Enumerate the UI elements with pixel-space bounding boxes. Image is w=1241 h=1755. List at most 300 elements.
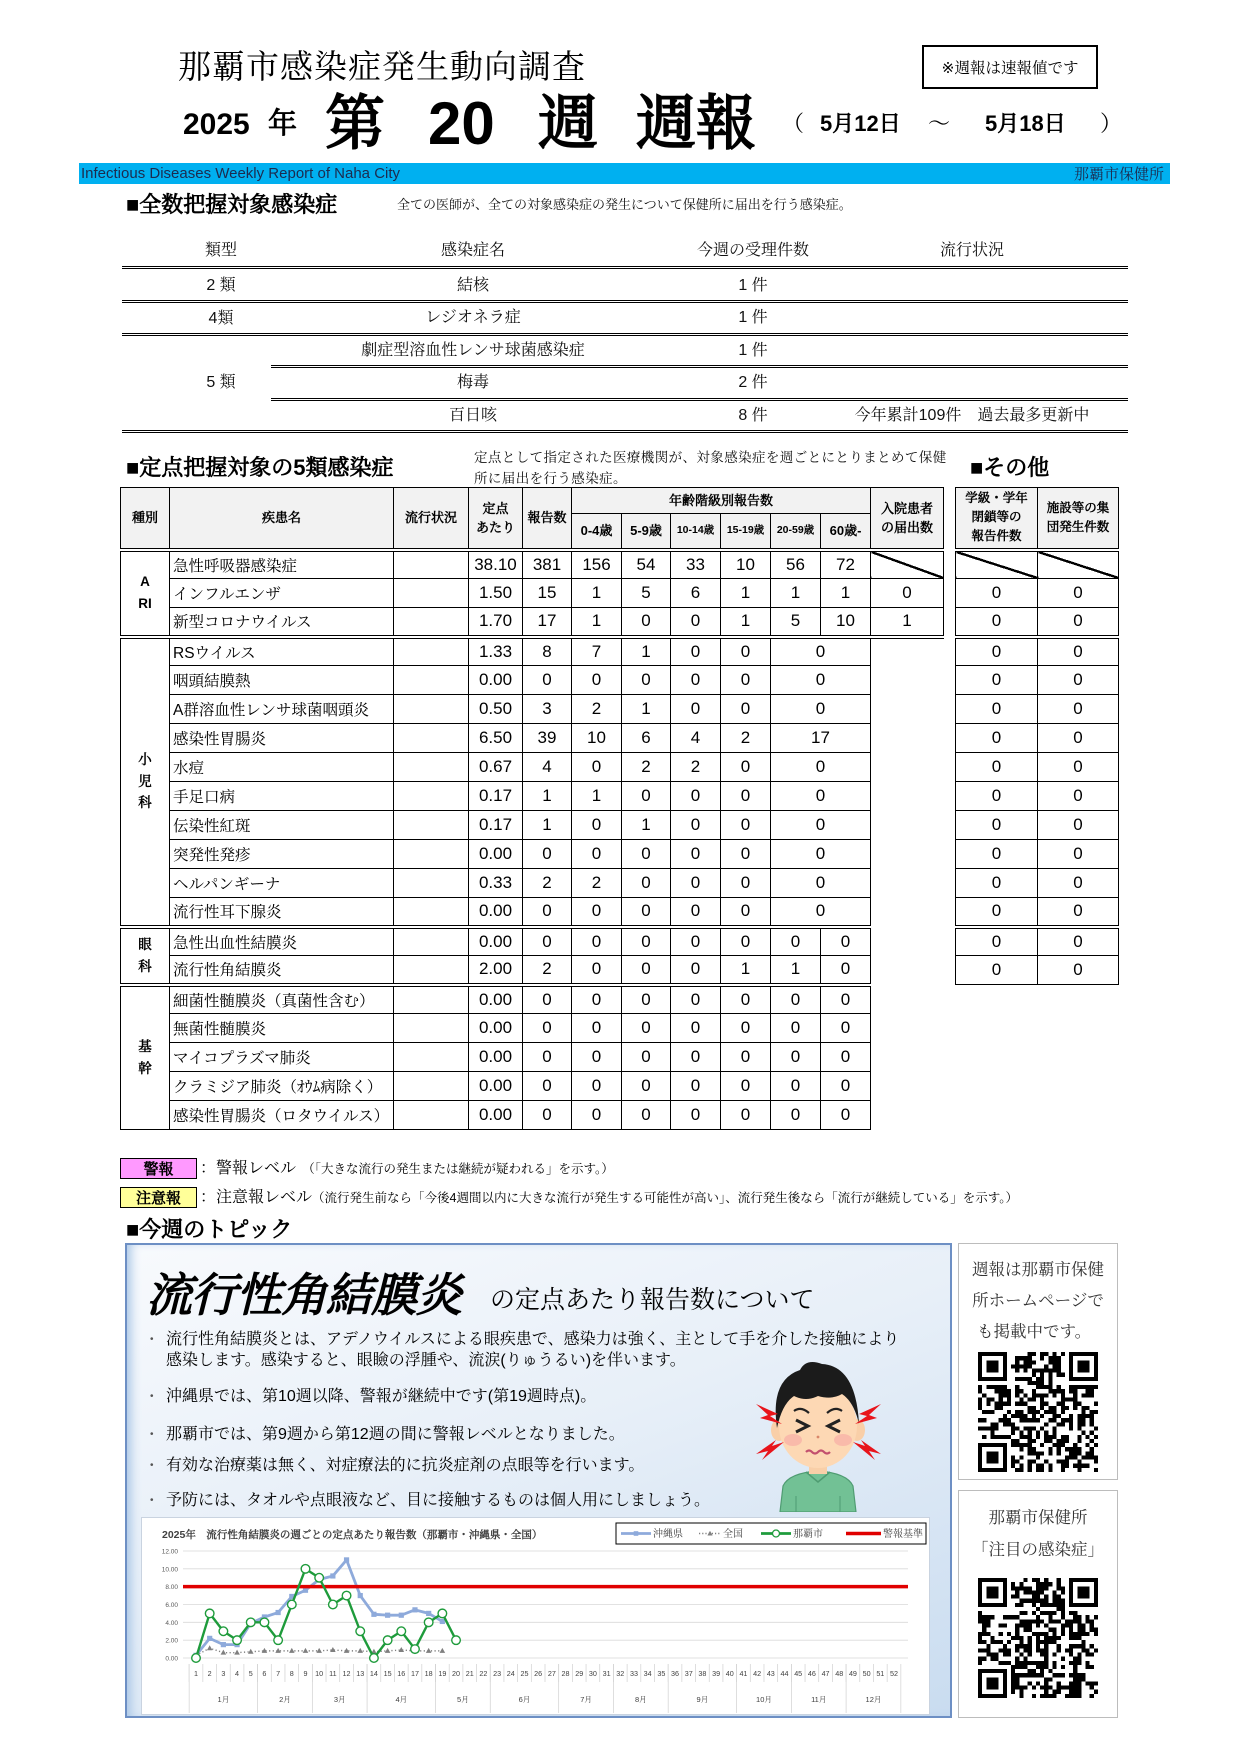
table-row	[121, 927, 944, 956]
table-row	[121, 956, 944, 985]
table-row	[956, 579, 1119, 608]
x-tick-label: 38	[698, 1669, 707, 1678]
age-count: 2	[671, 753, 721, 782]
empty-cell	[871, 1014, 944, 1043]
x-tick-label: 41	[739, 1669, 748, 1678]
epidemic-status	[394, 898, 469, 927]
empty-cell	[871, 724, 944, 753]
month-label: 7月	[580, 1695, 592, 1704]
x-tick-label: 27	[547, 1669, 556, 1678]
facility-outbreak-count: 0	[1038, 695, 1119, 724]
disease-name: マイコプラズマ肺炎	[170, 1043, 394, 1072]
naha-point	[274, 1636, 283, 1645]
full-count-description: 全ての医師が、全ての対象感染症の発生について保健所に届出を行う感染症。	[397, 197, 852, 212]
x-tick-label: 49	[848, 1669, 857, 1678]
month-label: 8月	[634, 1695, 647, 1704]
table-row	[956, 550, 1119, 579]
national-point	[234, 1650, 240, 1655]
age-count: 0	[671, 811, 721, 840]
report-count: 0	[523, 840, 572, 869]
disease-name: クラミジア肺炎（ｵｳﾑ病除く）	[170, 1072, 394, 1101]
table-row	[956, 927, 1119, 956]
table-row	[956, 637, 1119, 666]
disease-name: 流行性耳下腺炎	[170, 898, 394, 927]
table-row	[121, 695, 944, 724]
x-tick-label: 40	[725, 1669, 734, 1678]
naha-point	[438, 1609, 447, 1618]
age-count: 0	[721, 1072, 771, 1101]
age-count: 0	[721, 811, 771, 840]
website-qr-code[interactable]	[978, 1352, 1098, 1472]
x-tick-label: 37	[684, 1669, 693, 1678]
age-count: 0	[572, 753, 622, 782]
bullet-text-line: 沖縄県では、第10週以降、警報が継続中です(第19週時点)。	[166, 1388, 597, 1405]
age-count: 0	[671, 1043, 721, 1072]
featured-disease-qr-code[interactable]	[978, 1578, 1098, 1698]
x-tick-label: 48	[835, 1669, 844, 1678]
x-tick-label: 2	[207, 1669, 212, 1678]
age-count: 0	[572, 898, 622, 927]
class-closure-count: 0	[956, 753, 1038, 782]
age-count: 0	[771, 1072, 821, 1101]
x-tick-label: 43	[766, 1669, 775, 1678]
x-tick-label: 50	[862, 1669, 871, 1678]
hospitalized-count: 0	[871, 579, 944, 608]
class-closure-count: 0	[956, 956, 1038, 985]
age-count: 0	[721, 840, 771, 869]
age-count: 0	[721, 927, 771, 956]
age-count: 0	[771, 927, 821, 956]
bullet-icon: •	[150, 1334, 154, 1345]
header-line: 入院患者	[881, 500, 934, 516]
topic-heading: ■今週のトピック	[126, 1217, 293, 1242]
age-count: 0	[671, 985, 721, 1014]
okinawa-legend-marker	[634, 1531, 639, 1536]
patient-illustration	[756, 1354, 881, 1512]
age-count: 0	[622, 782, 671, 811]
report-count: 3	[523, 695, 572, 724]
x-tick-label: 5	[248, 1669, 253, 1678]
category-label: ARI	[138, 574, 152, 611]
table-row	[121, 637, 944, 666]
disease-name: 急性呼吸器感染症	[170, 550, 394, 579]
y-tick-label: 0.00	[165, 1655, 178, 1663]
report-banner	[79, 163, 1170, 184]
age-count: 0	[771, 782, 871, 811]
column-header-age: 60歳-	[821, 514, 871, 550]
naha-legend-label: 那覇市	[793, 1529, 823, 1540]
age-count: 0	[622, 956, 671, 985]
report-count: 8	[523, 637, 572, 666]
facility-outbreak-count: 0	[1038, 608, 1119, 637]
empty-cell	[871, 1101, 944, 1130]
disease-name: 無菌性髄膜炎	[170, 1014, 394, 1043]
age-count: 0	[622, 927, 671, 956]
national-point	[221, 1650, 227, 1655]
report-count: 4	[523, 753, 572, 782]
age-count: 0	[821, 927, 871, 956]
empty-cell	[871, 695, 944, 724]
column-header: 流行状況	[939, 242, 1004, 259]
epidemic-status	[394, 869, 469, 898]
full-count-table	[122, 235, 1128, 435]
facility-outbreak-count: 0	[1038, 956, 1119, 985]
x-tick-label: 10	[315, 1669, 324, 1678]
bullet-text-line: 有効な治療薬は無く、対症療法的に抗炎症剤の点眼等を行います。	[166, 1457, 645, 1474]
class-closure-count: 0	[956, 724, 1038, 753]
age-count: 1	[821, 579, 871, 608]
disease-name: 伝染性紅斑	[170, 811, 394, 840]
case-count: 1 件	[738, 341, 768, 359]
age-count: 10	[721, 550, 771, 579]
epidemic-status	[772, 302, 1172, 334]
naha-point	[192, 1654, 201, 1663]
epidemic-status	[772, 270, 1172, 302]
age-count: 0	[721, 898, 771, 927]
national-point	[385, 1648, 391, 1653]
category-cell	[121, 927, 170, 985]
age-count: 0	[671, 898, 721, 927]
bullet-text	[166, 1386, 596, 1407]
y-tick-label: 8.00	[165, 1584, 178, 1592]
age-count: 0	[572, 927, 622, 956]
empty-cell	[871, 898, 944, 927]
age-count: 0	[821, 985, 871, 1014]
disease-name: ヘルパンギーナ	[170, 869, 394, 898]
table-row	[956, 811, 1119, 840]
x-tick-label: 6	[262, 1669, 267, 1678]
topic-title: 流行性角結膜炎	[146, 1269, 461, 1321]
per-sentinel-value: 1.33	[469, 637, 523, 666]
okinawa-point	[330, 1573, 335, 1578]
hospitalized-not-applicable	[871, 550, 944, 579]
category-cell	[121, 550, 170, 637]
epidemic-status	[394, 927, 469, 956]
chart-title: 2025年 流行性角結膜炎の週ごとの定点あたり報告数（那覇市・沖縄県・全国）	[162, 1529, 543, 1541]
column-header-age: 5-9歳	[622, 514, 671, 550]
table-row	[121, 898, 944, 927]
age-count: 5	[771, 608, 821, 637]
facility-outbreak-count: 0	[1038, 753, 1119, 782]
column-header: 今週の受理件数	[696, 242, 809, 259]
per-sentinel-value: 0.33	[469, 869, 523, 898]
facility-outbreak-count: 0	[1038, 869, 1119, 898]
age-count: 0	[771, 1014, 821, 1043]
age-count: 0	[771, 1101, 821, 1130]
x-tick-label: 36	[671, 1669, 680, 1678]
national-point	[289, 1648, 295, 1653]
x-tick-label: 30	[588, 1669, 597, 1678]
table-row	[121, 1043, 944, 1072]
month-label: 1月	[217, 1695, 230, 1704]
age-count: 0	[671, 956, 721, 985]
bullet-text-line: 流行性角結膜炎とは、アデノウイルスによる眼疾患で、感染力は強く、主として手を介した接触により	[166, 1331, 900, 1348]
header-line: 定点	[482, 500, 509, 516]
naha-point	[233, 1636, 242, 1645]
x-tick-label: 39	[712, 1669, 721, 1678]
disease-class: 5 類	[206, 374, 236, 392]
case-count: 2 件	[738, 374, 768, 392]
facility-outbreak-count-not-applicable	[1038, 550, 1119, 579]
period-separator: ～	[928, 111, 951, 136]
age-count: 0	[771, 869, 871, 898]
x-tick-label: 34	[643, 1669, 652, 1678]
facility-outbreak-count: 0	[1038, 782, 1119, 811]
epidemic-status: 今年累計109件 過去最多更新中	[854, 406, 1090, 424]
x-tick-label: 15	[383, 1669, 392, 1678]
month-label: 9月	[696, 1695, 709, 1704]
age-count: 2	[721, 724, 771, 753]
case-count: 1 件	[738, 309, 768, 327]
report-count: 1	[523, 782, 572, 811]
advisory-level-badge: 注意報	[120, 1187, 197, 1208]
age-count: 0	[671, 666, 721, 695]
age-count: 0	[671, 869, 721, 898]
qr-pattern	[978, 1578, 1098, 1698]
table-rule	[122, 266, 1128, 269]
x-tick-label: 46	[807, 1669, 816, 1678]
report-label: 週報	[636, 90, 756, 157]
topic-bullet	[150, 1386, 596, 1407]
case-count: 1 件	[738, 277, 768, 294]
naha-point	[329, 1600, 338, 1609]
age-count: 0	[771, 753, 871, 782]
okinawa-point	[221, 1642, 226, 1647]
epidemic-status	[772, 367, 1172, 399]
x-tick-label: 22	[479, 1669, 488, 1678]
x-tick-label: 23	[493, 1669, 502, 1678]
topic-bullet	[150, 1455, 644, 1476]
epidemic-status	[772, 335, 1172, 367]
empty-cell	[871, 637, 944, 666]
y-tick-label: 6.00	[165, 1602, 178, 1609]
header-line: 団発生件数	[1046, 519, 1110, 534]
naha-point	[288, 1600, 297, 1609]
age-count: 0	[671, 1101, 721, 1130]
report-count: 0	[523, 666, 572, 695]
age-count: 0	[721, 869, 771, 898]
column-header-disease: 疾患名	[170, 488, 394, 550]
chart-panel	[141, 1517, 930, 1715]
age-count: 0	[671, 1014, 721, 1043]
table-row	[956, 782, 1119, 811]
empty-cell	[871, 753, 944, 782]
okinawa-point	[440, 1619, 445, 1624]
naha-point	[219, 1627, 228, 1636]
class-closure-count: 0	[956, 869, 1038, 898]
empty-cell	[871, 811, 944, 840]
table-row	[956, 695, 1119, 724]
table-row	[121, 840, 944, 869]
epidemic-status	[394, 811, 469, 840]
table-header-row	[121, 488, 944, 514]
epidemic-status	[394, 608, 469, 637]
age-count: 1	[622, 637, 671, 666]
age-count: 0	[721, 985, 771, 1014]
naha-legend-marker	[773, 1530, 780, 1537]
banner-organization: 那覇市保健所	[1073, 166, 1164, 183]
report-count: 0	[523, 927, 572, 956]
x-tick-label: 21	[465, 1669, 474, 1678]
category-cell	[121, 637, 170, 927]
per-sentinel-value: 0.00	[469, 898, 523, 927]
age-count: 0	[572, 666, 622, 695]
age-count: 6	[622, 724, 671, 753]
okinawa-point	[207, 1636, 212, 1641]
report-count: 15	[523, 579, 572, 608]
per-sentinel-value: 0.50	[469, 695, 523, 724]
table-row	[121, 550, 944, 579]
x-tick-label: 52	[890, 1669, 898, 1678]
facility-outbreak-count: 0	[1038, 724, 1119, 753]
bullet-text-line: 予防には、タオルや点眼液など、目に接触するものは個人用にしましょう。	[166, 1492, 711, 1509]
alert-threshold-legend-label: 警報基準	[883, 1529, 923, 1540]
x-tick-label: 42	[753, 1669, 762, 1678]
empty-cell	[871, 869, 944, 898]
age-count: 0	[821, 1043, 871, 1072]
disease-name: 劇症型溶血性レンサ球菌感染症	[361, 341, 585, 359]
disease-name: 細菌性髄膜炎（真菌性含む）	[170, 985, 394, 1014]
report-count: 39	[523, 724, 572, 753]
table-row	[121, 724, 944, 753]
age-count: 1	[771, 579, 821, 608]
disease-name: 手足口病	[170, 782, 394, 811]
class-closure-count: 0	[956, 840, 1038, 869]
epidemic-status	[394, 1043, 469, 1072]
disease-name: 百日咳	[448, 406, 497, 424]
report-count: 0	[523, 985, 572, 1014]
x-tick-label: 24	[506, 1669, 515, 1678]
category-label: 眼科	[138, 936, 152, 974]
naha-point	[370, 1654, 379, 1663]
naha-point	[315, 1573, 324, 1582]
y-tick-label: 2.00	[165, 1637, 178, 1645]
period-start: 5月12日	[820, 111, 901, 136]
okinawa-point	[412, 1607, 417, 1612]
national-point	[207, 1645, 213, 1650]
column-header-hospitalized	[871, 488, 944, 550]
alert-level-label: ：警報レベル	[200, 1160, 297, 1177]
facility-outbreak-count: 0	[1038, 927, 1119, 956]
age-count: 2	[572, 869, 622, 898]
class-closure-count: 0	[956, 666, 1038, 695]
y-tick-label: 12.00	[161, 1548, 178, 1556]
category-cell	[121, 985, 170, 1130]
week-number: 20	[428, 90, 495, 157]
qr-pattern	[978, 1352, 1098, 1472]
per-sentinel-value: 1.70	[469, 608, 523, 637]
x-tick-label: 32	[616, 1669, 625, 1678]
report-count: 1	[523, 811, 572, 840]
table-row	[121, 985, 944, 1014]
table-row	[121, 1072, 944, 1101]
naha-point	[356, 1627, 365, 1636]
sentinel-heading: ■定点把握対象の5類感染症	[126, 455, 394, 480]
age-count: 56	[771, 550, 821, 579]
per-sentinel-value: 0.00	[469, 1043, 523, 1072]
national-point	[426, 1648, 432, 1653]
column-header-age: 20-59歳	[771, 514, 821, 550]
age-count: 0	[671, 1072, 721, 1101]
x-tick-label: 13	[356, 1669, 365, 1678]
class-closure-count: 0	[956, 695, 1038, 724]
table-row	[121, 1014, 944, 1043]
column-header: 類型	[204, 242, 237, 259]
alert-level-badge: 警報	[120, 1158, 197, 1179]
class-closure-count: 0	[956, 579, 1038, 608]
table-row	[956, 753, 1119, 782]
advisory-level-legend	[200, 1187, 1018, 1209]
hospitalized-count: 1	[871, 608, 944, 637]
column-header-facility-outbreak	[1038, 488, 1119, 550]
facility-outbreak-count: 0	[1038, 666, 1119, 695]
per-sentinel-value: 6.50	[469, 724, 523, 753]
per-sentinel-value: 0.00	[469, 666, 523, 695]
header-line: 学級・学年	[965, 491, 1028, 506]
age-count: 5	[622, 579, 671, 608]
naha-point	[383, 1636, 392, 1645]
age-count: 0	[771, 898, 871, 927]
age-count: 0	[572, 956, 622, 985]
week-prefix: 第	[325, 90, 385, 157]
x-tick-label: 47	[821, 1669, 830, 1678]
alert-level-note: （「大きな流行の発生または継続が疑われる」を示す。）	[296, 1162, 614, 1176]
month-label: 3月	[333, 1695, 346, 1704]
advisory-level-note: （流行発生前なら「今後4週間以内に大きな流行が発生する可能性が高い」、流行発生後なら「流行が継続している」を示す。）	[312, 1191, 1018, 1205]
naha-point	[260, 1618, 269, 1627]
x-tick-label: 44	[780, 1669, 789, 1678]
okinawa-point	[399, 1613, 404, 1618]
per-sentinel-value: 1.50	[469, 579, 523, 608]
column-header-reports: 報告数	[523, 488, 572, 550]
featured-disease-line: 「注目の感染症」	[972, 1541, 1104, 1559]
empty-cell	[871, 666, 944, 695]
bullet-text-line: 那覇市では、第9週から第12週の間に警報レベルとなりました。	[166, 1426, 625, 1443]
age-count: 156	[572, 550, 622, 579]
class-closure-count: 0	[956, 782, 1038, 811]
age-count: 0	[721, 666, 771, 695]
okinawa-point	[426, 1611, 431, 1616]
table-row	[956, 608, 1119, 637]
disease-name: A群溶血性レンサ球菌咽頭炎	[170, 695, 394, 724]
column-header-per-sentinel	[469, 488, 523, 550]
age-count: 0	[721, 637, 771, 666]
age-count: 10	[821, 608, 871, 637]
other-heading: ■その他	[970, 455, 1050, 480]
age-count: 0	[771, 840, 871, 869]
age-count: 0	[572, 811, 622, 840]
per-sentinel-value: 0.00	[469, 1014, 523, 1043]
table-row	[121, 811, 944, 840]
column-header-age: 15-19歳	[721, 514, 771, 550]
age-count: 0	[671, 637, 721, 666]
full-count-heading: ■全数把握対象感染症	[126, 192, 338, 217]
report-count: 0	[523, 1101, 572, 1130]
age-count: 0	[821, 1014, 871, 1043]
age-count: 1	[572, 579, 622, 608]
naha-point	[397, 1627, 406, 1636]
month-label: 12月	[865, 1695, 882, 1704]
age-count: 0	[622, 608, 671, 637]
age-count: 0	[821, 1101, 871, 1130]
age-count: 72	[821, 550, 871, 579]
table-row	[121, 608, 944, 637]
x-tick-label: 31	[602, 1669, 611, 1678]
month-label: 2月	[279, 1695, 291, 1704]
x-tick-label: 28	[561, 1669, 570, 1678]
column-header-age-group: 年齢階級別報告数	[572, 488, 871, 514]
other-table	[955, 487, 1119, 985]
